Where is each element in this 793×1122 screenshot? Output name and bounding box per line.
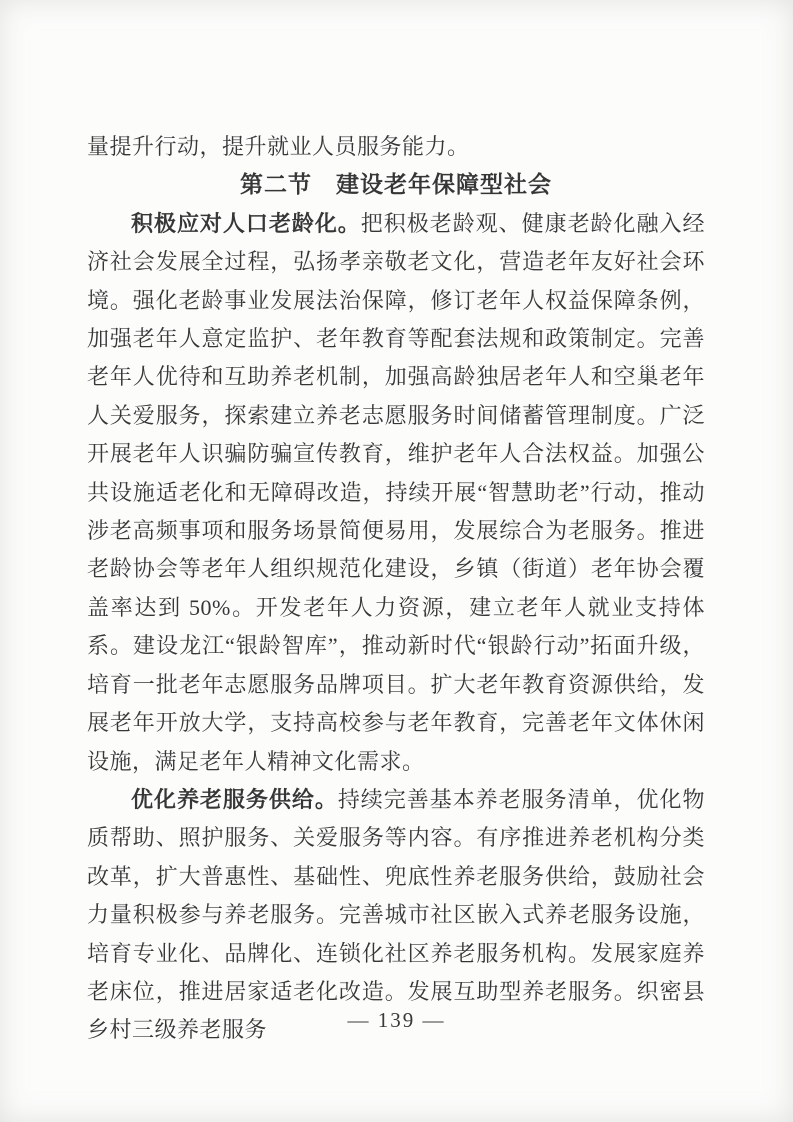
paragraph-lead: 积极应对人口老龄化。 <box>131 210 361 236</box>
paragraph-body: 把积极老龄观、健康老龄化融入经济社会发展全过程，弘扬孝亲敬老文化，营造老年友好社会环境。强化老龄事业发展法治保障，修订老年人权益保障条例，加强老年人意定监护、老年教育等配套法规和政策制定。完善老年人优待和互助养老机制，加强高龄独居老年人和空巢老年人关爱服务，探索建立养老志愿服务时间储蓄管理制度。广泛开展老年人识骗防骗宣传教育，维护老年人合法权益。加强公共设施适老化和无障碍改造，持续开展“智慧助老”行动，推动涉老高频事项和服务场景简便易用，发展综合为老服务。推进老龄协会等老年人组织规范化建设，乡镇（街道）老年协会覆盖率达到 50%。开发老年人力资源，建立老年人就业支持体系。建设龙江“银龄智库”，推动新时代“银龄行动”拓面升级，培育一批老年志愿服务品牌项目。扩大老年教育资源供给，发展老年开放大学，支持高校参与老年教育，完善老年文体休闲设施，满足老年人精神文化需求。 <box>87 210 705 774</box>
continuation-line: 量提升行动，提升就业人员服务能力。 <box>87 134 470 159</box>
paragraph-lead: 优化养老服务供给。 <box>131 786 338 812</box>
page-number: — 139 — <box>347 1008 446 1032</box>
paragraph-body: 持续完善基本养老服务清单，优化物质帮助、照护服务、关爱服务等内容。有序推进养老机构分类改革，扩大普惠性、基础性、兜底性养老服务供给，鼓励社会力量积极参与养老服务。完善城市社区嵌入式养老服务设施，培育专业化、品牌化、连锁化社区养老服务机构。发展家庭养老床位，推进居家适老化改造。发展互助型养老服务。织密县乡村三级养老服务 <box>87 786 705 1043</box>
document-text-block <box>87 128 705 1050</box>
paragraph-active-aging <box>87 205 705 781</box>
section-heading: 第二节 建设老年保障型社会 <box>240 172 552 198</box>
